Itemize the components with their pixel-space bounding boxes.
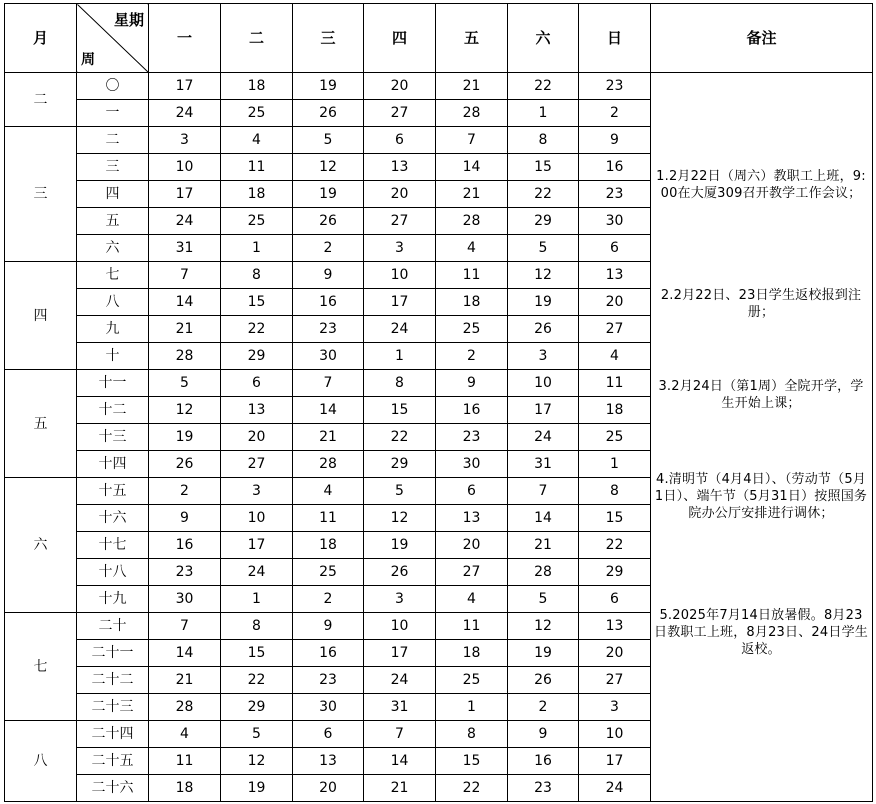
date-cell: 25	[293, 559, 364, 586]
date-cell: 1	[579, 451, 651, 478]
date-cell: 14	[293, 397, 364, 424]
date-cell: 4	[221, 127, 293, 154]
date-cell: 26	[149, 451, 221, 478]
date-cell: 20	[579, 289, 651, 316]
notes-header: 备注	[651, 4, 873, 73]
date-cell: 27	[436, 559, 508, 586]
date-cell: 13	[364, 154, 436, 181]
week-number-cell: 二十	[77, 613, 149, 640]
week-number-cell: 一	[77, 100, 149, 127]
week-number-cell: 三	[77, 154, 149, 181]
date-cell: 8	[436, 721, 508, 748]
date-cell: 27	[579, 667, 651, 694]
date-cell: 31	[364, 694, 436, 721]
date-cell: 29	[221, 694, 293, 721]
date-cell: 17	[364, 289, 436, 316]
week-number-cell: 十五	[77, 478, 149, 505]
week-number-cell: 二十六	[77, 775, 149, 802]
date-cell: 17	[579, 748, 651, 775]
date-cell: 9	[293, 262, 364, 289]
date-cell: 3	[221, 478, 293, 505]
date-cell: 26	[364, 559, 436, 586]
date-cell: 24	[364, 316, 436, 343]
week-number-cell: 十二	[77, 397, 149, 424]
date-cell: 28	[149, 343, 221, 370]
date-cell: 27	[364, 100, 436, 127]
date-cell: 11	[579, 370, 651, 397]
date-cell: 2	[436, 343, 508, 370]
table-row	[5, 73, 873, 100]
weekday-header: 三	[293, 4, 364, 73]
date-cell: 23	[436, 424, 508, 451]
date-cell: 6	[293, 721, 364, 748]
date-cell: 24	[364, 667, 436, 694]
date-cell: 1	[221, 586, 293, 613]
date-cell: 30	[149, 586, 221, 613]
date-cell: 28	[508, 559, 579, 586]
date-cell: 20	[364, 181, 436, 208]
date-cell: 13	[436, 505, 508, 532]
date-cell: 30	[293, 343, 364, 370]
date-cell: 22	[579, 532, 651, 559]
date-cell: 15	[364, 397, 436, 424]
week-corner-label: 周	[81, 52, 95, 68]
date-cell: 1	[508, 100, 579, 127]
weekday-header: 五	[436, 4, 508, 73]
date-cell: 20	[221, 424, 293, 451]
header-row	[5, 4, 873, 73]
week-number-cell: 七	[77, 262, 149, 289]
date-cell: 22	[364, 424, 436, 451]
date-cell: 29	[364, 451, 436, 478]
date-cell: 8	[221, 613, 293, 640]
week-number-cell: 二十一	[77, 640, 149, 667]
date-cell: 24	[149, 100, 221, 127]
date-cell: 13	[221, 397, 293, 424]
date-cell: 9	[293, 613, 364, 640]
date-cell: 7	[364, 721, 436, 748]
date-cell: 5	[508, 235, 579, 262]
week-number-cell: 十一	[77, 370, 149, 397]
week-number-cell: 二十五	[77, 748, 149, 775]
date-cell: 20	[364, 73, 436, 100]
month-cell: 四	[5, 262, 77, 370]
date-cell: 5	[364, 478, 436, 505]
date-cell: 24	[149, 208, 221, 235]
weekday-corner-label: 星期	[113, 11, 144, 29]
date-cell: 16	[579, 154, 651, 181]
weekday-header: 六	[508, 4, 579, 73]
date-cell: 18	[221, 73, 293, 100]
corner-header	[77, 4, 149, 73]
date-cell: 26	[293, 100, 364, 127]
date-cell: 22	[508, 181, 579, 208]
month-cell: 二	[5, 73, 77, 127]
week-number-cell: 二	[77, 127, 149, 154]
date-cell: 19	[508, 289, 579, 316]
date-cell: 9	[579, 127, 651, 154]
date-cell: 22	[436, 775, 508, 802]
week-number-cell: 二十二	[77, 667, 149, 694]
date-cell: 14	[508, 505, 579, 532]
date-cell: 7	[293, 370, 364, 397]
week-number-cell: 十九	[77, 586, 149, 613]
date-cell: 6	[221, 370, 293, 397]
date-cell: 30	[436, 451, 508, 478]
date-cell: 11	[436, 262, 508, 289]
date-cell: 17	[149, 181, 221, 208]
date-cell: 24	[579, 775, 651, 802]
date-cell: 25	[221, 100, 293, 127]
week-number-cell: 十三	[77, 424, 149, 451]
date-cell: 10	[364, 262, 436, 289]
date-cell: 19	[149, 424, 221, 451]
date-cell: 4	[293, 478, 364, 505]
date-cell: 21	[149, 316, 221, 343]
date-cell: 18	[149, 775, 221, 802]
date-cell: 7	[508, 478, 579, 505]
week-number-cell: 十	[77, 343, 149, 370]
month-cell: 八	[5, 721, 77, 802]
date-cell: 10	[579, 721, 651, 748]
date-cell: 15	[221, 640, 293, 667]
school-calendar-table	[4, 3, 873, 802]
date-cell: 21	[436, 73, 508, 100]
date-cell: 12	[221, 748, 293, 775]
date-cell: 20	[579, 640, 651, 667]
date-cell: 15	[579, 505, 651, 532]
date-cell: 21	[364, 775, 436, 802]
date-cell: 25	[436, 316, 508, 343]
date-cell: 27	[221, 451, 293, 478]
note-item: 2.2月22日、23日学生返校报到注册；	[660, 288, 862, 320]
date-cell: 28	[436, 100, 508, 127]
date-cell: 13	[293, 748, 364, 775]
date-cell: 2	[293, 235, 364, 262]
date-cell: 24	[221, 559, 293, 586]
date-cell: 23	[293, 667, 364, 694]
date-cell: 1	[221, 235, 293, 262]
date-cell: 15	[221, 289, 293, 316]
date-cell: 7	[149, 262, 221, 289]
week-number-cell: 二十三	[77, 694, 149, 721]
date-cell: 3	[508, 343, 579, 370]
date-cell: 5	[293, 127, 364, 154]
date-cell: 16	[293, 289, 364, 316]
date-cell: 1	[364, 343, 436, 370]
date-cell: 23	[508, 775, 579, 802]
date-cell: 8	[508, 127, 579, 154]
date-cell: 27	[579, 316, 651, 343]
date-cell: 8	[221, 262, 293, 289]
week-number-cell: 十六	[77, 505, 149, 532]
date-cell: 30	[293, 694, 364, 721]
week-number-cell: 十四	[77, 451, 149, 478]
date-cell: 9	[436, 370, 508, 397]
date-cell: 11	[221, 154, 293, 181]
date-cell: 15	[508, 154, 579, 181]
weekday-header: 一	[149, 4, 221, 73]
date-cell: 5	[149, 370, 221, 397]
month-cell: 五	[5, 370, 77, 478]
date-cell: 21	[436, 181, 508, 208]
date-cell: 30	[579, 208, 651, 235]
date-cell: 4	[436, 586, 508, 613]
month-cell: 六	[5, 478, 77, 613]
date-cell: 23	[149, 559, 221, 586]
date-cell: 5	[508, 586, 579, 613]
date-cell: 17	[221, 532, 293, 559]
date-cell: 19	[221, 775, 293, 802]
date-cell: 22	[221, 667, 293, 694]
date-cell: 9	[149, 505, 221, 532]
date-cell: 17	[364, 640, 436, 667]
week-number-cell: 六	[77, 235, 149, 262]
date-cell: 31	[508, 451, 579, 478]
date-cell: 3	[364, 235, 436, 262]
date-cell: 10	[508, 370, 579, 397]
date-cell: 23	[579, 73, 651, 100]
date-cell: 21	[508, 532, 579, 559]
date-cell: 10	[221, 505, 293, 532]
date-cell: 3	[149, 127, 221, 154]
date-cell: 23	[579, 181, 651, 208]
date-cell: 21	[149, 667, 221, 694]
date-cell: 6	[579, 586, 651, 613]
date-cell: 20	[293, 775, 364, 802]
week-number-cell: 二十四	[77, 721, 149, 748]
date-cell: 16	[293, 640, 364, 667]
date-cell: 4	[436, 235, 508, 262]
date-cell: 31	[149, 235, 221, 262]
note-item: 5.2025年7月14日放暑假。8月23日教职工上班，8月23日、24日学生返校。	[654, 608, 868, 657]
date-cell: 6	[436, 478, 508, 505]
date-cell: 7	[149, 613, 221, 640]
date-cell: 19	[508, 640, 579, 667]
date-cell: 17	[149, 73, 221, 100]
month-header: 月	[5, 4, 77, 73]
week-number-cell: 〇	[77, 73, 149, 100]
date-cell: 27	[364, 208, 436, 235]
date-cell: 10	[364, 613, 436, 640]
date-cell: 29	[579, 559, 651, 586]
date-cell: 13	[579, 613, 651, 640]
date-cell: 13	[579, 262, 651, 289]
month-cell: 七	[5, 613, 77, 721]
date-cell: 19	[293, 181, 364, 208]
date-cell: 16	[436, 397, 508, 424]
weekday-header: 四	[364, 4, 436, 73]
date-cell: 11	[149, 748, 221, 775]
weekday-header: 日	[579, 4, 651, 73]
date-cell: 2	[293, 586, 364, 613]
date-cell: 2	[579, 100, 651, 127]
date-cell: 26	[508, 316, 579, 343]
date-cell: 28	[149, 694, 221, 721]
date-cell: 14	[364, 748, 436, 775]
week-number-cell: 五	[77, 208, 149, 235]
date-cell: 12	[508, 262, 579, 289]
date-cell: 7	[436, 127, 508, 154]
weekday-header: 二	[221, 4, 293, 73]
date-cell: 18	[436, 640, 508, 667]
date-cell: 8	[364, 370, 436, 397]
week-number-cell: 四	[77, 181, 149, 208]
date-cell: 23	[293, 316, 364, 343]
date-cell: 8	[579, 478, 651, 505]
date-cell: 29	[508, 208, 579, 235]
date-cell: 24	[508, 424, 579, 451]
date-cell: 18	[221, 181, 293, 208]
date-cell: 26	[293, 208, 364, 235]
date-cell: 25	[579, 424, 651, 451]
date-cell: 18	[293, 532, 364, 559]
date-cell: 25	[221, 208, 293, 235]
date-cell: 14	[436, 154, 508, 181]
date-cell: 14	[149, 640, 221, 667]
date-cell: 15	[436, 748, 508, 775]
date-cell: 5	[221, 721, 293, 748]
date-cell: 6	[579, 235, 651, 262]
date-cell: 3	[579, 694, 651, 721]
date-cell: 12	[364, 505, 436, 532]
date-cell: 29	[221, 343, 293, 370]
date-cell: 12	[149, 397, 221, 424]
week-number-cell: 十八	[77, 559, 149, 586]
week-number-cell: 八	[77, 289, 149, 316]
date-cell: 14	[149, 289, 221, 316]
date-cell: 2	[508, 694, 579, 721]
date-cell: 11	[436, 613, 508, 640]
date-cell: 3	[364, 586, 436, 613]
date-cell: 17	[508, 397, 579, 424]
note-item: 1.2月22日（周六）教职工上班，9:00在大厦309召开教学工作会议；	[656, 169, 866, 201]
date-cell: 4	[149, 721, 221, 748]
date-cell: 22	[221, 316, 293, 343]
month-cell: 三	[5, 127, 77, 262]
date-cell: 18	[436, 289, 508, 316]
date-cell: 6	[364, 127, 436, 154]
date-cell: 22	[508, 73, 579, 100]
note-item: 3.2月24日（第1周）全院开学，学生开始上课；	[658, 379, 864, 411]
date-cell: 1	[436, 694, 508, 721]
date-cell: 21	[293, 424, 364, 451]
note-item: 4.清明节（4月4日）、（劳动节（5月1日）、端午节（5月31日）按照国务院办公厅安排进行调休；	[654, 472, 868, 521]
date-cell: 25	[436, 667, 508, 694]
date-cell: 4	[579, 343, 651, 370]
date-cell: 26	[508, 667, 579, 694]
date-cell: 18	[579, 397, 651, 424]
date-cell: 19	[293, 73, 364, 100]
date-cell: 9	[508, 721, 579, 748]
date-cell: 10	[149, 154, 221, 181]
date-cell: 16	[149, 532, 221, 559]
date-cell: 12	[293, 154, 364, 181]
date-cell: 19	[364, 532, 436, 559]
date-cell: 2	[149, 478, 221, 505]
date-cell: 12	[508, 613, 579, 640]
week-number-cell: 九	[77, 316, 149, 343]
date-cell: 20	[436, 532, 508, 559]
date-cell: 11	[293, 505, 364, 532]
week-number-cell: 十七	[77, 532, 149, 559]
date-cell: 28	[436, 208, 508, 235]
date-cell: 16	[508, 748, 579, 775]
notes-cell	[651, 73, 873, 802]
date-cell: 28	[293, 451, 364, 478]
